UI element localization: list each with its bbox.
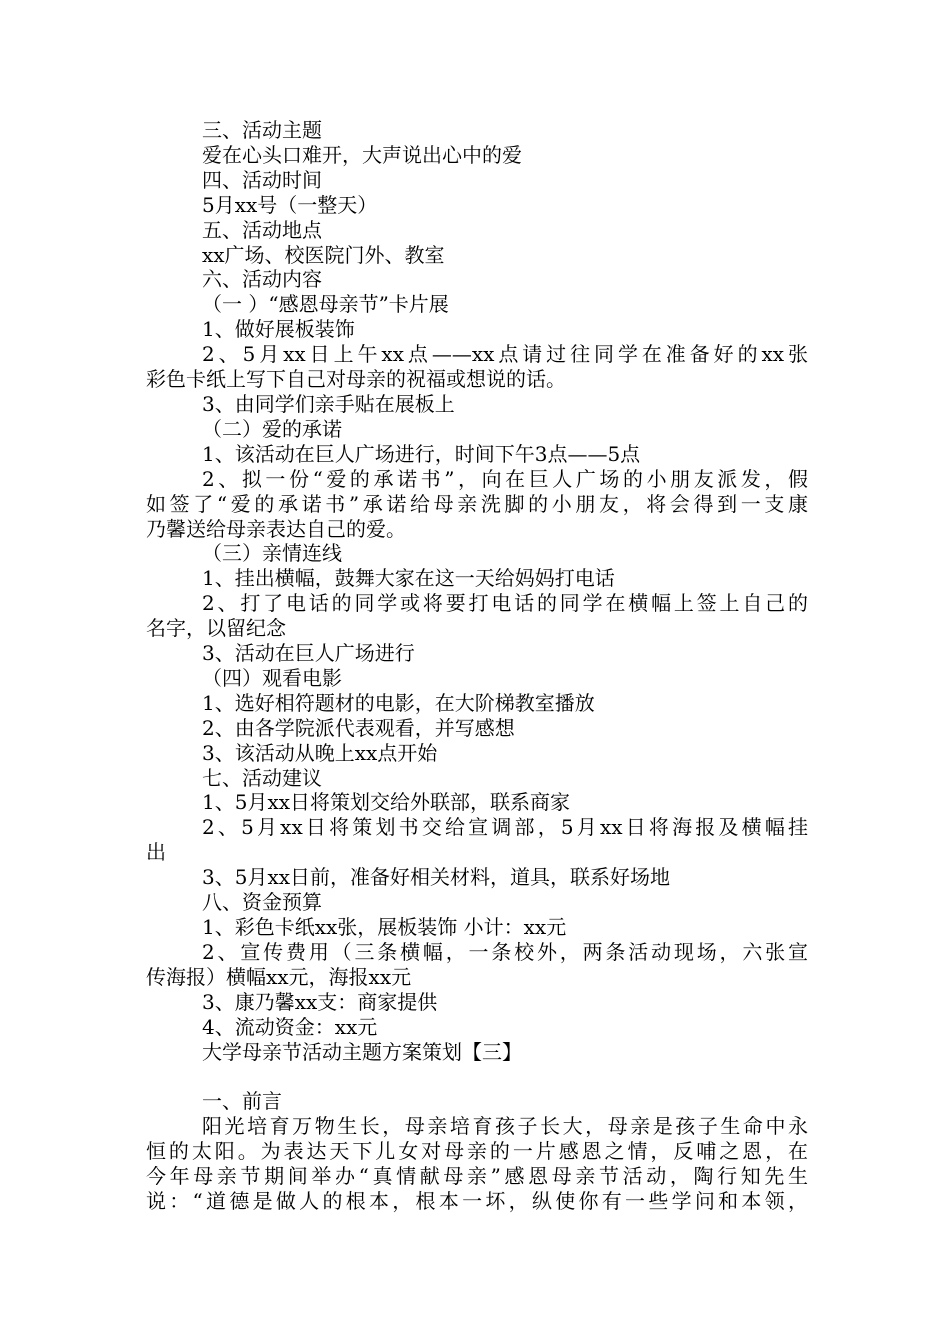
text-line: 阳光培育万物生长，母亲培育孩子长大，母亲是孩子生命中永 [202, 1114, 808, 1139]
text-line: 如签了“爱的承诺书”承诺给母亲洗脚的小朋友，将会得到一支康 [146, 491, 808, 516]
text-line: 3、5月xx日前，准备好相关材料，道具，联系好场地 [202, 865, 671, 890]
text-line: 1、选好相符题材的电影，在大阶梯教室播放 [202, 690, 595, 715]
text-line: 今年母亲节期间举办“真情献母亲”感恩母亲节活动，陶行知先生 [146, 1164, 808, 1189]
text-line: 四、活动时间 [202, 167, 322, 192]
text-line: 爱在心头口难开，大声说出心中的爱 [202, 142, 522, 167]
text-line: 名字，以留纪念 [146, 616, 286, 641]
text-line: 2、5月xx日将策划书交给宣调部，5月xx日将海报及横幅挂 [202, 815, 808, 840]
text-line: 传海报）横幅xx元，海报xx元 [146, 964, 412, 989]
text-line: （三）亲情连线 [202, 541, 342, 566]
text-line: 5月xx号（一整天） [202, 192, 378, 217]
text-line: 2、5月xx日上午xx点——xx点请过往同学在准备好的xx张 [202, 342, 808, 367]
text-line: 4、流动资金：xx元 [202, 1014, 378, 1039]
section-heading: 大学母亲节活动主题方案策划【三】 [202, 1039, 522, 1064]
text-line: 三、活动主题 [202, 118, 322, 142]
text-line: 1、挂出横幅，鼓舞大家在这一天给妈妈打电话 [202, 566, 615, 591]
text-line: 六、活动内容 [202, 267, 322, 292]
text-line: 1、5月xx日将策划交给外联部，联系商家 [202, 790, 571, 815]
text-line: 2、由各学院派代表观看，并写感想 [202, 715, 515, 740]
text-line: 恒的太阳。为表达天下儿女对母亲的一片感恩之情，反哺之恩，在 [146, 1139, 808, 1164]
blank-line [146, 1064, 808, 1089]
text-line: 3、该活动从晚上xx点开始 [202, 740, 438, 765]
text-line: 说：“道德是做人的根本，根本一坏，纵使你有一些学问和本领， [146, 1188, 808, 1213]
text-line: 1、彩色卡纸xx张，展板装饰 小计：xx元 [202, 915, 567, 939]
text-line: （四）观看电影 [202, 665, 342, 690]
text-line: （一 ）“感恩母亲节”卡片展 [202, 292, 449, 317]
text-line: 3、活动在巨人广场进行 [202, 641, 415, 666]
text-line: 3、由同学们亲手贴在展板上 [202, 391, 455, 416]
text-line: （二）爱的承诺 [202, 416, 342, 441]
text-line: 2、拟一份“爱的承诺书”，向在巨人广场的小朋友派发，假 [202, 466, 808, 491]
text-line: 五、活动地点 [202, 217, 322, 242]
text-line: 1、做好展板装饰 [202, 317, 355, 342]
document-body [146, 118, 808, 1214]
text-line: 2、打了电话的同学或将要打电话的同学在横幅上签上自己的 [202, 591, 808, 616]
text-line: xx广场、校医院门外、教室 [202, 242, 445, 267]
text-line: 八、资金预算 [202, 890, 322, 915]
text-line: 一、前言 [202, 1089, 282, 1114]
text-line: 七、活动建议 [202, 765, 322, 790]
text-line: 乃馨送给母亲表达自己的爱。 [146, 516, 406, 541]
text-line: 出 [146, 840, 166, 865]
text-line: 3、康乃馨xx支：商家提供 [202, 989, 438, 1014]
text-line: 1、该活动在巨人广场进行，时间下午3点——5点 [202, 441, 641, 466]
text-line: 2、宣传费用（三条横幅，一条校外，两条活动现场，六张宣 [202, 939, 808, 964]
text-line: 彩色卡纸上写下自己对母亲的祝福或想说的话。 [146, 367, 566, 392]
